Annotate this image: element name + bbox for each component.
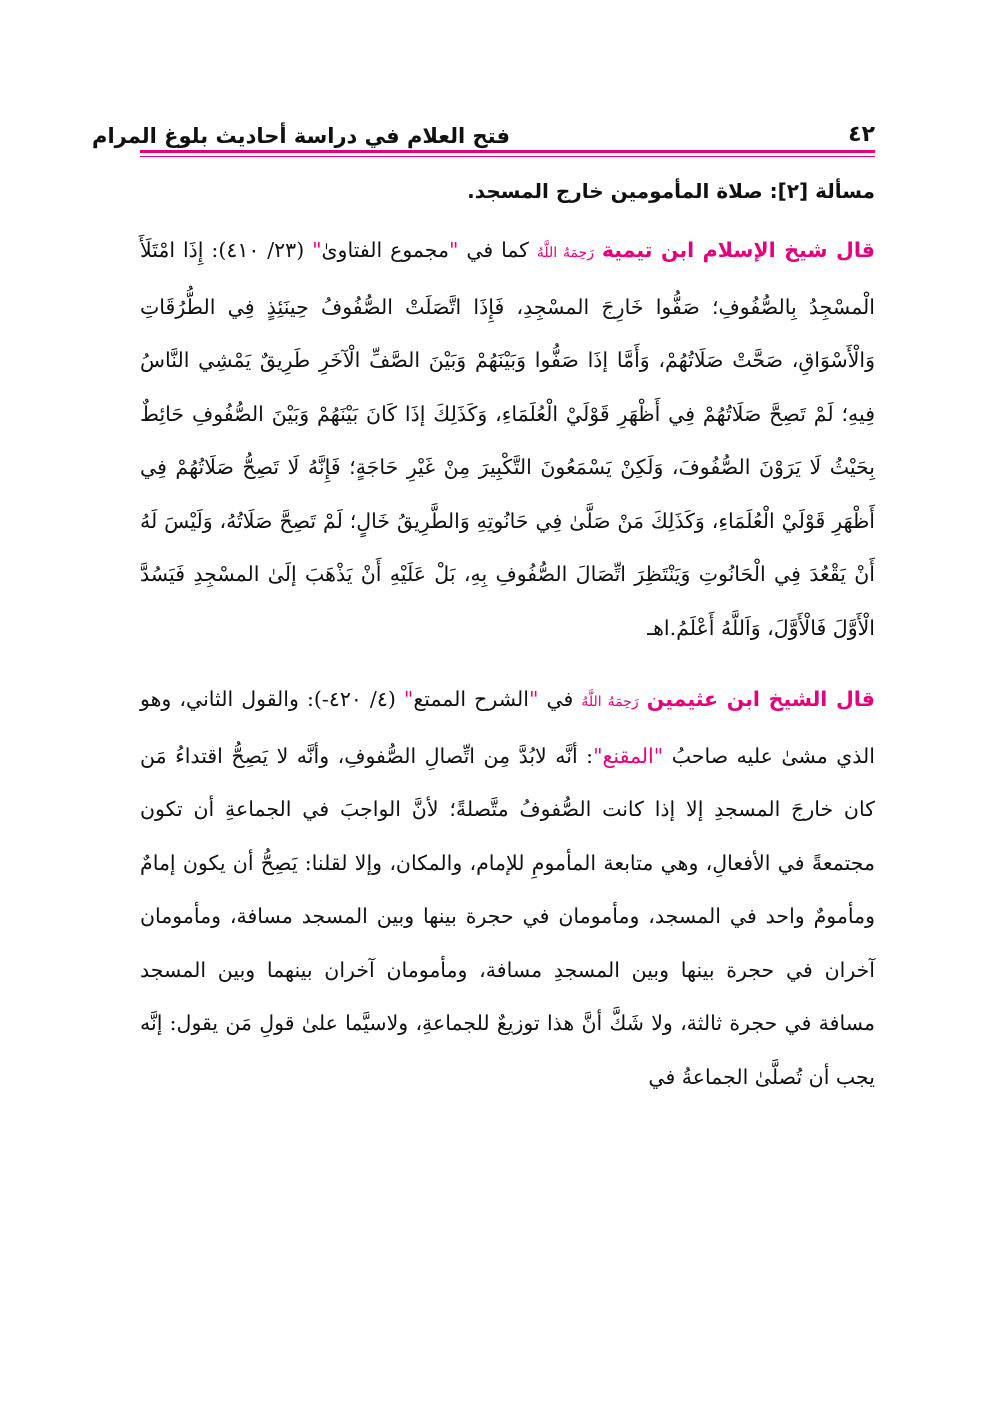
header-rule-thick (140, 150, 875, 153)
speaker-name: قال شيخ الإسلام ابن تيمية (601, 238, 875, 262)
quote-body: إِذَا امْتَلَأَ الْمسْجِدُ بِالصُّفُوفِ؛ صَفُّوا خَارِجَ المسْجِدِ، فَإِذَا اتَّصَلَتْ الصُّفُوفُ حِينَئِذٍ فِي الطُّرُقَاتِ وَالْأَسْوَاقِ، صَحَّتْ صَلَاتُهُمْ، وَأَمَّا إذَا صَفُّوا وَبَيْنَهُمْ وَبَيْنَ الصَّفِّ الْآخَرِ طَرِيقٌ يَمْشِي النَّاسُ فِيهِ؛ لَمْ تَصِحَّ صَلَاتُهُمْ فِي أَظْهَرِ قَوْلَيْ الْعُلَمَاءِ، وَكَذَلِكَ إذَا كَانَ بَيْنَهُمْ وَبَيْنَ الصُّفُوفِ حَائِطٌ بِحَيْثُ لَا يَرَوْنَ الصُّفُوفَ، وَلَكِنْ يَسْمَعُونَ التَّكْبِيرَ مِنْ غَيْرِ حَاجَةٍ؛ فَإِنَّهُ لَا تَصِحُّ صَلَاتُهُمْ فِي أَظْهَرِ قَوْلَيْ الْعُلَمَاءِ، وَكَذَلِكَ مَنْ صَلَّىٰ فِي حَانُوتِهِ وَالطَّرِيقُ خَالٍ؛ لَمْ تَصِحَّ صَلَاتُهُ، وَلَيْسَ لَهُ أَنْ يَقْعُدَ فِي الْحَانُوتِ وَيَنْتَظِرَ اتِّصَالَ الصُّفُوفِ بِهِ، بَلْ عَلَيْهِ أَنْ يَذْهَبَ إلَىٰ المسْجِدِ فَيَسُدَّ الْأَوَّلَ فَالْأَوَّلَ، وَاَللَّهُ أَعْلَمُ.اهـ (140, 238, 875, 640)
source-ref: (٢٣/ ٤١٠): (211, 238, 305, 262)
honorific: رَحِمَهُ اللَّهُ (536, 245, 594, 261)
quote-close: " (312, 238, 322, 262)
source-ref: (٤/ ٤٢٠-): (306, 687, 396, 711)
page-content (140, 168, 875, 1122)
lead-text: في (546, 687, 574, 711)
speaker-name: قال الشيخ ابن عثيمين (646, 687, 875, 711)
issue-title: صلاة المأمومين خارج المسجد. (467, 179, 763, 203)
quote-ibn-uthaymeen (140, 673, 875, 1104)
quote-ibn-taymiyyah (140, 224, 875, 655)
body-start: والقول الثاني، وهو الذي مشىٰ عليه صاحبُ (140, 687, 875, 768)
lead-text: كما في (466, 238, 529, 262)
issue-heading (140, 168, 875, 214)
source-title: مجموع الفتاوىٰ (321, 238, 449, 262)
book-title: فتح العلام في دراسة أحاديث بلوغ المرام (92, 124, 510, 148)
quote-open: " (448, 238, 459, 262)
header-rule-thin (140, 156, 875, 157)
inline-source: "المقنع" (593, 743, 664, 768)
source-title: الشرح الممتع (413, 687, 529, 711)
page-number: ٤٢ (848, 122, 875, 147)
issue-label: مسألة [٢]: (769, 179, 875, 203)
quote-body: : أنَّه لابُدَّ مِن اتِّصالِ الصُّفوفِ، وأنَّه لا يَصِحُّ اقتداءُ مَن كان خارجَ المسجدِ إلا إذا كانت الصُّفوفُ متَّصلةً؛ لأنَّ الواجبَ في الجماعةِ أن تكون مجتمعةً في الأفعالِ، وهي متابعة المأمومِ للإمام، والمكان، وإلا لقلنا: يَصِحُّ أن يكون إمامٌ ومأمومٌ واحد في المسجد، ومأمومان في حجرة بينها وبين المسجد مسافة، ومأمومان آخران في حجرة بينها وبين المسجدِ مسافة، ومأمومان آخران بينهما وبين المسجد مسافة في حجرة ثالثة، ولا شَكَّ أنَّ هذا توزيعٌ للجماعةِ، ولاسيَّما علىٰ قولِ مَن يقول: إنَّه يجب أن تُصلَّىٰ الجماعةُ في (140, 743, 875, 1089)
quote-open: " (528, 687, 539, 711)
quote-close: " (403, 687, 414, 711)
honorific: رَحِمَهُ اللَّهُ (581, 694, 639, 710)
